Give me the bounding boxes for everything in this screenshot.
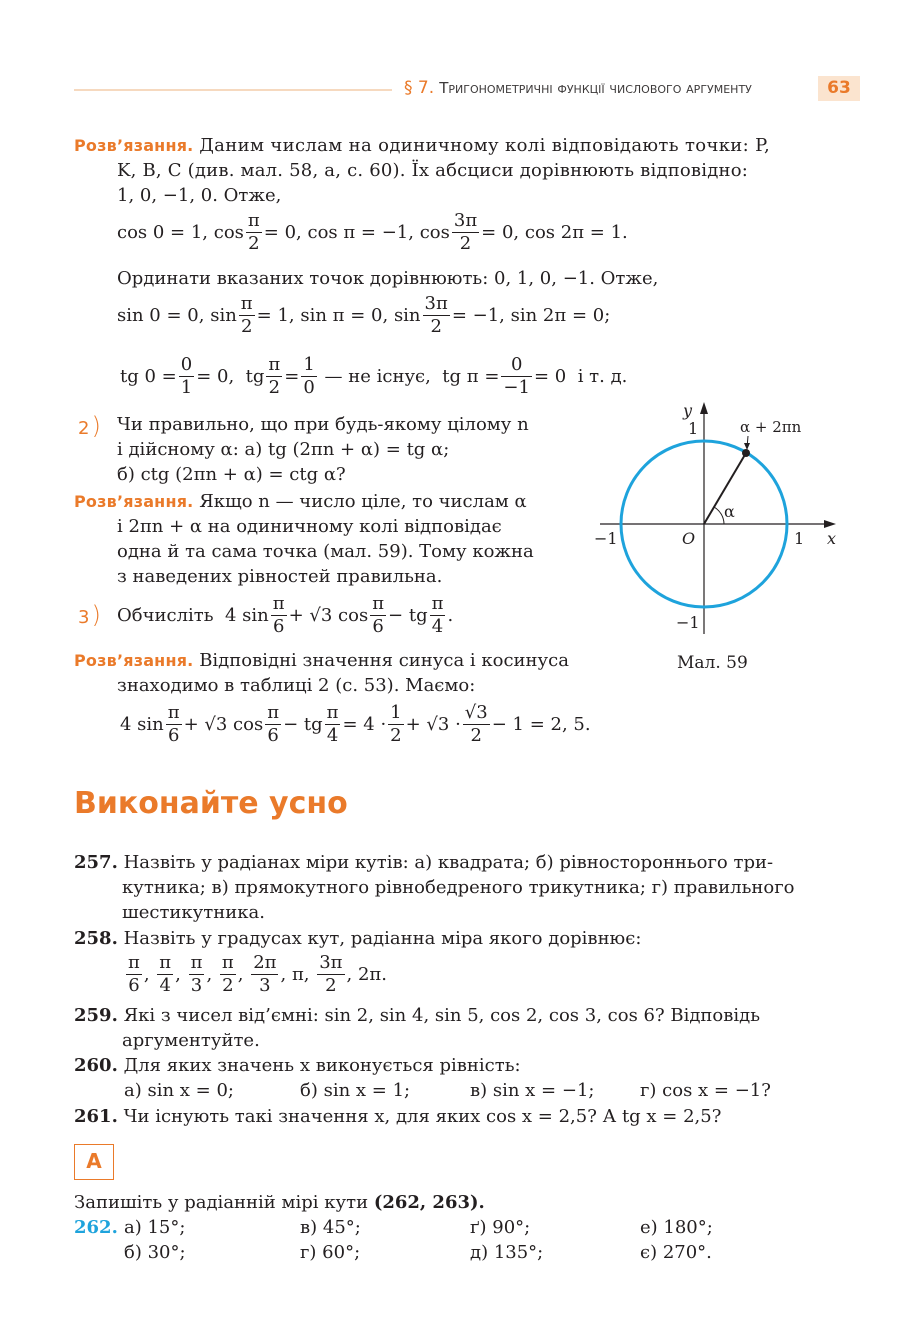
expr: і т. д. bbox=[577, 366, 628, 387]
denominator: 2 bbox=[459, 233, 472, 254]
task-260-d: г) cos x = −1? bbox=[640, 1080, 771, 1101]
task-262-number: 262. bbox=[74, 1217, 118, 1238]
fraction bbox=[317, 952, 344, 997]
task-number: 259. bbox=[74, 1005, 118, 1026]
task2-solution-line2: і 2πn + α на одиничному колі відповідає bbox=[117, 516, 502, 537]
task2-line1: Чи правильно, що при будь-якому цілому n bbox=[117, 414, 529, 435]
denominator: −1 bbox=[503, 377, 530, 398]
denominator: 3 bbox=[190, 975, 203, 996]
numerator: π bbox=[267, 702, 280, 723]
task-marker-2: 2) bbox=[78, 412, 101, 440]
denominator: 6 bbox=[128, 975, 140, 996]
task-262-item: ґ) 90°; bbox=[470, 1217, 531, 1238]
fraction bbox=[265, 702, 281, 747]
tick-label-top: 1 bbox=[688, 419, 699, 438]
expr: − tg bbox=[283, 714, 323, 735]
ordinates-line: Ординати вказаних точок дорівнюють: 0, 1, 0, −1. Отже, bbox=[117, 268, 659, 289]
cos-values-line bbox=[117, 210, 628, 255]
numerator: √3 bbox=[464, 702, 488, 723]
numerator: π bbox=[247, 210, 260, 231]
fraction bbox=[251, 952, 278, 997]
text: Запишіть у радіанній мірі кути bbox=[74, 1192, 369, 1213]
fraction bbox=[423, 293, 450, 338]
task-marker-3: 3) bbox=[78, 601, 101, 629]
fraction bbox=[463, 702, 490, 747]
numerator: π bbox=[431, 593, 444, 614]
expr: . bbox=[447, 605, 454, 626]
origin-label: O bbox=[682, 529, 696, 548]
expr: sin π = 0, bbox=[300, 305, 389, 326]
numerator: 1 bbox=[390, 702, 402, 723]
text: (262, 263). bbox=[373, 1192, 485, 1213]
label-pointer-head bbox=[744, 443, 750, 450]
expr: = 0 bbox=[533, 366, 567, 387]
expr: cos π = −1, bbox=[307, 222, 414, 243]
expr: cos 0 = 1, bbox=[117, 222, 209, 243]
denominator: 2 bbox=[430, 316, 442, 337]
fraction bbox=[325, 702, 341, 747]
task-259-line2: аргументуйте. bbox=[122, 1030, 260, 1051]
tick-label-bottom: −1 bbox=[676, 613, 700, 632]
fraction bbox=[271, 593, 287, 638]
fraction bbox=[388, 702, 403, 747]
task2-line2: і дійсному α: а) tg (2πn + α) = tg α; bbox=[117, 439, 450, 460]
task-262-item: д) 135°; bbox=[470, 1242, 544, 1263]
expr: sin 0 = 0, bbox=[117, 305, 205, 326]
numerator: π bbox=[221, 952, 234, 973]
x-axis-label: x bbox=[827, 529, 837, 548]
expr: sin 2π = 0; bbox=[510, 305, 611, 326]
task-number: 261. bbox=[74, 1106, 118, 1127]
expr: = 1, bbox=[256, 305, 295, 326]
numerator: π bbox=[128, 952, 140, 973]
expr: 4 sin bbox=[224, 605, 269, 626]
text: Відповідні значення синуса і косинуса bbox=[199, 650, 569, 671]
task-258-fractions: $\frac{\pi}{6}$ , $\frac{\pi}{4}$ , $\frac{\pi}{3}$ , $\frac{\pi}{2}$ , $\frac{2\pi}{3}$ , π, $\frac{3\pi}{2}$ , 2π. bbox=[128, 952, 387, 996]
solution1-line3: 1, 0, −1, 0. Отже, bbox=[117, 185, 282, 206]
expr: tg 0 = bbox=[120, 366, 177, 387]
task2-solution-line1 bbox=[74, 491, 527, 512]
expr: cos 2π = 1. bbox=[524, 222, 628, 243]
expr: = 4 · bbox=[342, 714, 387, 735]
expr: — не існує, bbox=[324, 366, 431, 387]
text: Назвіть у радіанах міри кутів: а) квадрата; б) рівностороннього три- bbox=[123, 852, 774, 873]
text: Назвіть у градусах кут, радіанна міра якого дорівнює: bbox=[123, 928, 642, 949]
task-260-a: а) sin x = 0; bbox=[124, 1080, 234, 1101]
task-261-line1 bbox=[74, 1106, 721, 1127]
task-262-item: е) 180°; bbox=[640, 1217, 713, 1238]
task3-solution-line2: знаходимо в таблиці 2 (с. 53). Маємо: bbox=[117, 675, 476, 696]
expr: = bbox=[284, 366, 300, 387]
sin-values-line bbox=[117, 293, 610, 338]
solution-label: Розв’язання. bbox=[74, 651, 194, 670]
fraction bbox=[501, 354, 532, 399]
fraction bbox=[301, 354, 316, 399]
expr: = −1, bbox=[451, 305, 505, 326]
text: Даним числам на одиничному колі відповідають точки: P, bbox=[199, 135, 771, 156]
fraction bbox=[179, 354, 194, 399]
numerator: 0 bbox=[501, 354, 532, 377]
task2-line3: б) ctg (2πn + α) = ctg α? bbox=[117, 464, 346, 485]
expr: + √3 cos bbox=[288, 605, 369, 626]
expr: − 1 = 2, 5. bbox=[491, 714, 591, 735]
denominator: 2 bbox=[268, 377, 281, 398]
expr: cos bbox=[419, 222, 450, 243]
denominator: 6 bbox=[267, 725, 279, 746]
numerator: π bbox=[190, 952, 203, 973]
marker-number: 3 bbox=[78, 607, 90, 628]
task-258-line1 bbox=[74, 928, 641, 949]
task-262-item: є) 270°. bbox=[640, 1242, 712, 1263]
expr: π, bbox=[291, 964, 310, 985]
marker-number: 2 bbox=[78, 418, 90, 439]
task-257-line2: кутника; в) прямокутного рівнобедреного трикутника; г) правильного bbox=[122, 877, 795, 898]
expr: tg bbox=[245, 366, 265, 387]
task-259-line1 bbox=[74, 1005, 760, 1026]
denominator: 2 bbox=[240, 316, 253, 337]
fraction bbox=[239, 293, 255, 338]
expr: cos bbox=[213, 222, 244, 243]
expr: tg π = bbox=[442, 366, 500, 387]
task-number: 258. bbox=[74, 928, 118, 949]
denominator: 2 bbox=[222, 975, 234, 996]
solution-label: Розв’язання. bbox=[74, 492, 194, 511]
task-262-item: б) 30°; bbox=[124, 1242, 186, 1263]
task-262-item: а) 15°; bbox=[124, 1217, 186, 1238]
task2-solution-line4: з наведених рівностей правильна. bbox=[117, 566, 443, 587]
denominator: 1 bbox=[180, 377, 193, 398]
page-number-box bbox=[818, 76, 860, 101]
fraction bbox=[157, 952, 173, 997]
expr: 4 sin bbox=[120, 714, 164, 735]
denominator: 6 bbox=[372, 616, 384, 637]
task3-expression bbox=[117, 593, 453, 638]
fraction bbox=[126, 952, 142, 997]
tick-label-right: 1 bbox=[794, 529, 805, 548]
expr: = 0, bbox=[263, 222, 302, 243]
task-262-item: в) 45°; bbox=[300, 1217, 361, 1238]
denominator: 2 bbox=[390, 725, 402, 746]
denominator: 2 bbox=[470, 725, 482, 746]
level-a-badge bbox=[74, 1144, 114, 1180]
text: Які з чисел від’ємні: sin 2, sin 4, sin 5, cos 2, cos 3, cos 6? Відповідь bbox=[123, 1005, 761, 1026]
solution1-line1 bbox=[74, 135, 770, 156]
denominator: 4 bbox=[326, 725, 339, 746]
numerator: π bbox=[326, 702, 339, 723]
task-260-line1 bbox=[74, 1055, 521, 1076]
denominator: 4 bbox=[159, 975, 171, 996]
header-rule bbox=[74, 89, 392, 91]
denominator: 0 bbox=[303, 377, 315, 398]
task-262-item: г) 60°; bbox=[300, 1242, 361, 1263]
task-number: 257. bbox=[74, 852, 118, 873]
fraction bbox=[220, 952, 236, 997]
denominator: 3 bbox=[259, 975, 271, 996]
numerator: π bbox=[240, 293, 253, 314]
numerator: π bbox=[372, 593, 385, 614]
fraction bbox=[266, 354, 282, 399]
fraction bbox=[370, 593, 386, 638]
denominator: 2 bbox=[248, 233, 260, 254]
x-axis-arrow bbox=[824, 520, 836, 528]
solution1-line2: K, B, C (див. мал. 58, a, с. 60). Їх абсциси дорівнюють відповідно: bbox=[117, 160, 748, 181]
task3-result bbox=[120, 702, 591, 747]
denominator: 6 bbox=[167, 725, 180, 746]
task3-solution-line1 bbox=[74, 650, 569, 671]
expr: 2π. bbox=[357, 964, 387, 985]
expr: + √3 · bbox=[405, 714, 461, 735]
y-axis-label: y bbox=[683, 401, 693, 420]
task-257-line1 bbox=[74, 852, 773, 873]
text: Для яких значень x виконується рівність: bbox=[123, 1055, 521, 1076]
expr: − tg bbox=[388, 605, 428, 626]
point-label: α + 2πn bbox=[740, 418, 802, 436]
point-on-circle bbox=[742, 449, 750, 457]
fraction bbox=[166, 702, 182, 747]
task-260-c: в) sin x = −1; bbox=[470, 1080, 595, 1101]
alpha-label: α bbox=[724, 502, 735, 521]
badge-text: A bbox=[86, 1149, 102, 1173]
numerator: 3π bbox=[319, 952, 343, 973]
page-number: 63 bbox=[827, 78, 851, 98]
section-number: § 7. bbox=[404, 78, 435, 98]
unit-circle-figure bbox=[590, 398, 850, 648]
header-title bbox=[404, 78, 752, 98]
angle-arc bbox=[714, 507, 724, 524]
fraction bbox=[452, 210, 479, 255]
text: Чи існують такі значення x, для яких cos x = 2,5? А tg x = 2,5? bbox=[123, 1106, 722, 1127]
chapter-title: Тригонометричні функції числового аргументу bbox=[439, 79, 752, 97]
task-260-b: б) sin x = 1; bbox=[300, 1080, 411, 1101]
numerator: π bbox=[159, 952, 172, 973]
prefix: Обчисліть bbox=[117, 605, 214, 626]
numerator: π bbox=[268, 354, 281, 375]
numerator: 1 bbox=[303, 354, 315, 375]
fraction bbox=[430, 593, 446, 638]
expr: sin bbox=[210, 305, 237, 326]
task-number: 260. bbox=[74, 1055, 118, 1076]
denominator: 4 bbox=[431, 616, 444, 637]
denominator: 6 bbox=[272, 616, 285, 637]
expr: sin bbox=[393, 305, 421, 326]
level-a-intro bbox=[74, 1192, 485, 1213]
numerator: π bbox=[272, 593, 285, 614]
denominator: 2 bbox=[325, 975, 337, 996]
expr: = 0, bbox=[481, 222, 520, 243]
numerator: π bbox=[167, 702, 180, 723]
fraction bbox=[246, 210, 262, 255]
numerator: 3π bbox=[453, 210, 478, 231]
expr: = 0, bbox=[196, 366, 235, 387]
task-257-line3: шестикутника. bbox=[122, 902, 265, 923]
fraction bbox=[189, 952, 205, 997]
text: Якщо n — число ціле, то числам α bbox=[199, 491, 527, 512]
task2-solution-line3: одна й та сама точка (мал. 59). Тому кожна bbox=[117, 541, 534, 562]
tg-values-line bbox=[120, 354, 627, 399]
section-heading: Виконайте усно bbox=[74, 786, 348, 821]
figure-caption: Мал. 59 bbox=[677, 653, 748, 673]
numerator: 0 bbox=[180, 354, 193, 375]
numerator: 3π bbox=[424, 293, 448, 314]
solution-label: Розв’язання. bbox=[74, 136, 194, 155]
y-axis-arrow bbox=[700, 402, 708, 414]
expr: + √3 cos bbox=[183, 714, 264, 735]
numerator: 2π bbox=[253, 952, 277, 973]
tick-label-left: −1 bbox=[594, 529, 618, 548]
